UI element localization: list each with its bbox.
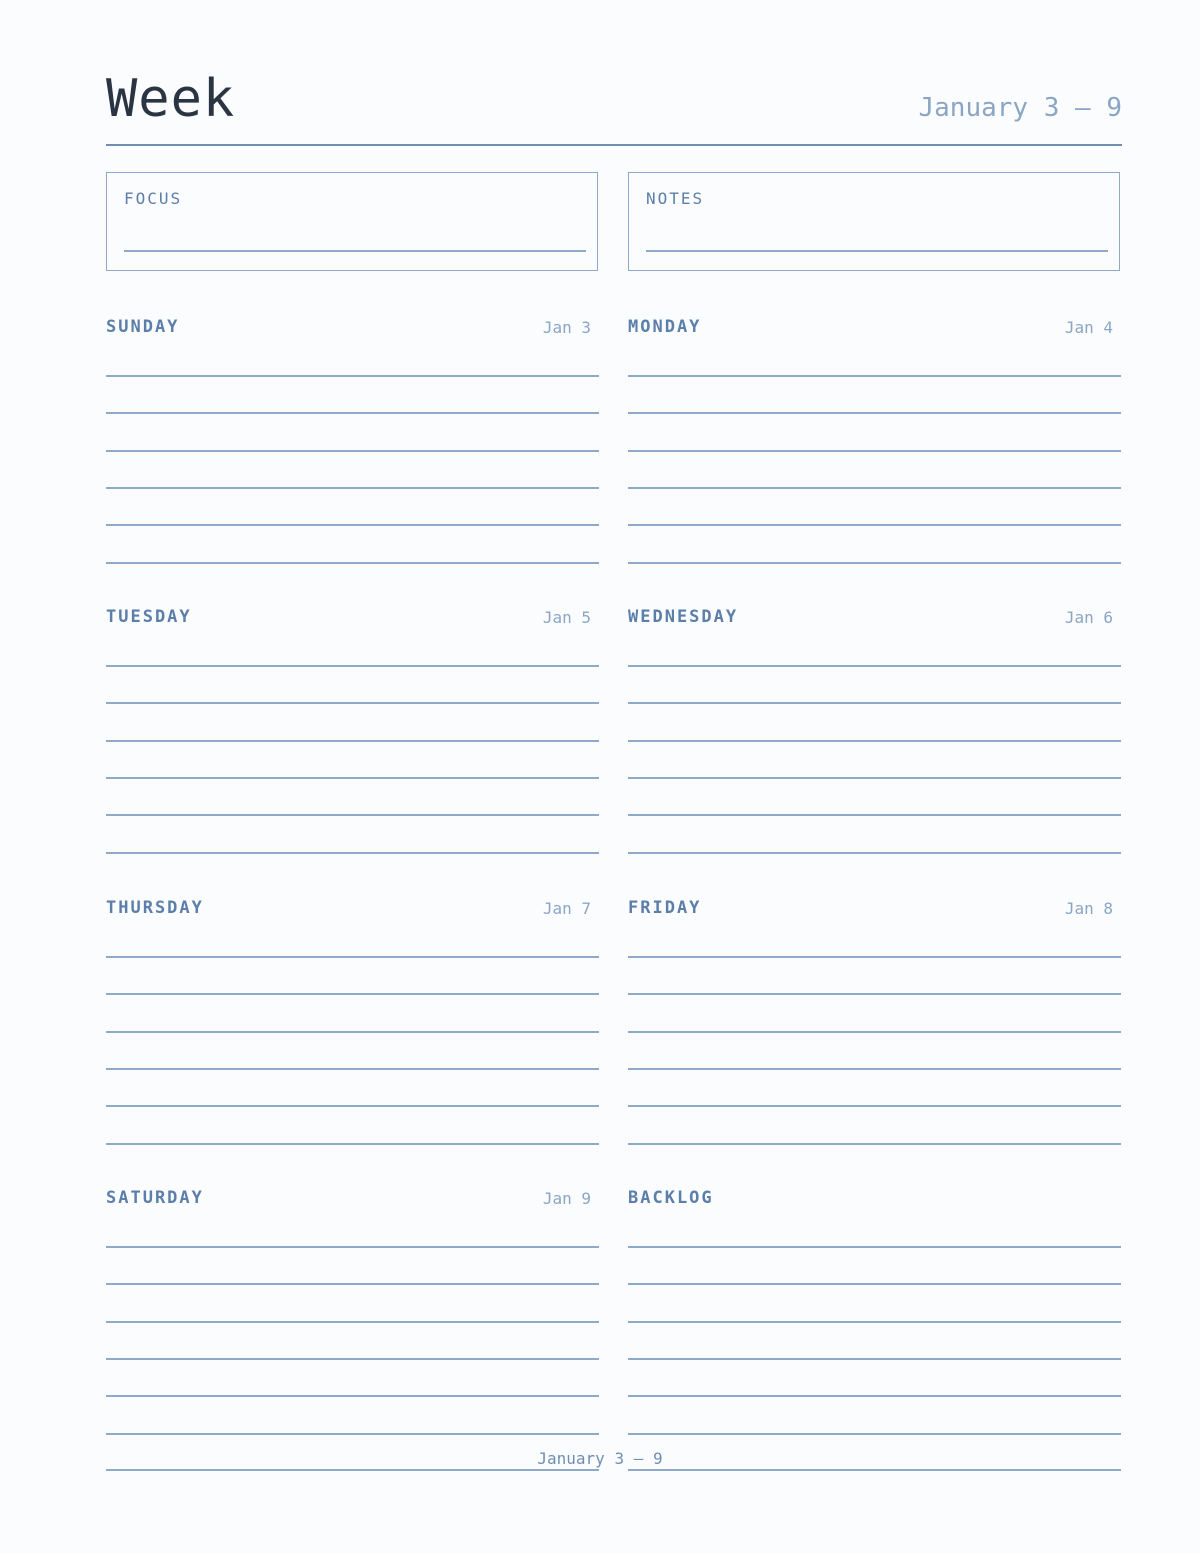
writing-line <box>106 740 599 742</box>
writing-line <box>106 993 599 995</box>
writing-line <box>106 1143 599 1145</box>
page-title: Week <box>106 69 236 129</box>
writing-line <box>628 665 1121 667</box>
writing-line <box>106 1358 599 1360</box>
writing-line <box>106 1031 599 1033</box>
writing-line <box>106 1105 599 1107</box>
writing-line <box>106 956 599 958</box>
writing-line <box>628 562 1121 564</box>
notes-writing-line <box>646 250 1108 252</box>
writing-line <box>628 450 1121 452</box>
writing-line <box>628 852 1121 854</box>
focus-writing-line <box>124 250 586 252</box>
footer-date-range: January 3 – 9 <box>537 1449 663 1468</box>
backlog-label: BACKLOG <box>628 1188 714 1208</box>
header-date-range: January 3 – 9 <box>918 93 1122 123</box>
writing-line <box>106 1433 599 1435</box>
focus-box[interactable] <box>106 172 598 271</box>
writing-line <box>106 1283 599 1285</box>
writing-line <box>628 1395 1121 1397</box>
writing-line <box>106 562 599 564</box>
writing-line <box>628 1031 1121 1033</box>
writing-line <box>628 1321 1121 1323</box>
day-name: THURSDAY <box>106 898 204 918</box>
notes-label: NOTES <box>646 189 705 208</box>
day-date: Jan 3 <box>542 318 591 337</box>
focus-label: FOCUS <box>124 189 183 208</box>
writing-line <box>628 1433 1121 1435</box>
writing-line <box>628 814 1121 816</box>
writing-line <box>628 702 1121 704</box>
day-date: Jan 6 <box>1064 608 1113 627</box>
writing-line <box>628 412 1121 414</box>
writing-line <box>106 487 599 489</box>
writing-line <box>628 487 1121 489</box>
day-name: SUNDAY <box>106 317 180 337</box>
day-date: Jan 9 <box>542 1189 591 1208</box>
writing-line <box>106 412 599 414</box>
writing-line <box>106 375 599 377</box>
notes-box[interactable] <box>628 172 1120 271</box>
writing-line <box>106 1395 599 1397</box>
writing-line <box>628 1105 1121 1107</box>
writing-line <box>106 814 599 816</box>
day-date: Jan 4 <box>1064 318 1113 337</box>
writing-line <box>106 524 599 526</box>
day-date: Jan 5 <box>542 608 591 627</box>
day-name: FRIDAY <box>628 898 702 918</box>
day-date: Jan 7 <box>542 899 591 918</box>
writing-line <box>628 1143 1121 1145</box>
writing-line <box>628 524 1121 526</box>
writing-line <box>628 777 1121 779</box>
day-name: MONDAY <box>628 317 702 337</box>
day-date: Jan 8 <box>1064 899 1113 918</box>
writing-line <box>106 852 599 854</box>
writing-line <box>628 740 1121 742</box>
writing-line <box>628 993 1121 995</box>
day-name: SATURDAY <box>106 1188 204 1208</box>
writing-line <box>106 665 599 667</box>
writing-line <box>628 956 1121 958</box>
writing-line <box>628 1068 1121 1070</box>
writing-line <box>106 702 599 704</box>
writing-line <box>628 1283 1121 1285</box>
writing-line <box>628 1246 1121 1248</box>
writing-line <box>106 1068 599 1070</box>
writing-line <box>628 375 1121 377</box>
writing-line <box>106 1246 599 1248</box>
writing-line <box>106 1321 599 1323</box>
writing-line <box>106 450 599 452</box>
day-name: WEDNESDAY <box>628 607 739 627</box>
header-rule <box>106 144 1122 146</box>
writing-line <box>106 777 599 779</box>
writing-line <box>628 1358 1121 1360</box>
day-name: TUESDAY <box>106 607 192 627</box>
